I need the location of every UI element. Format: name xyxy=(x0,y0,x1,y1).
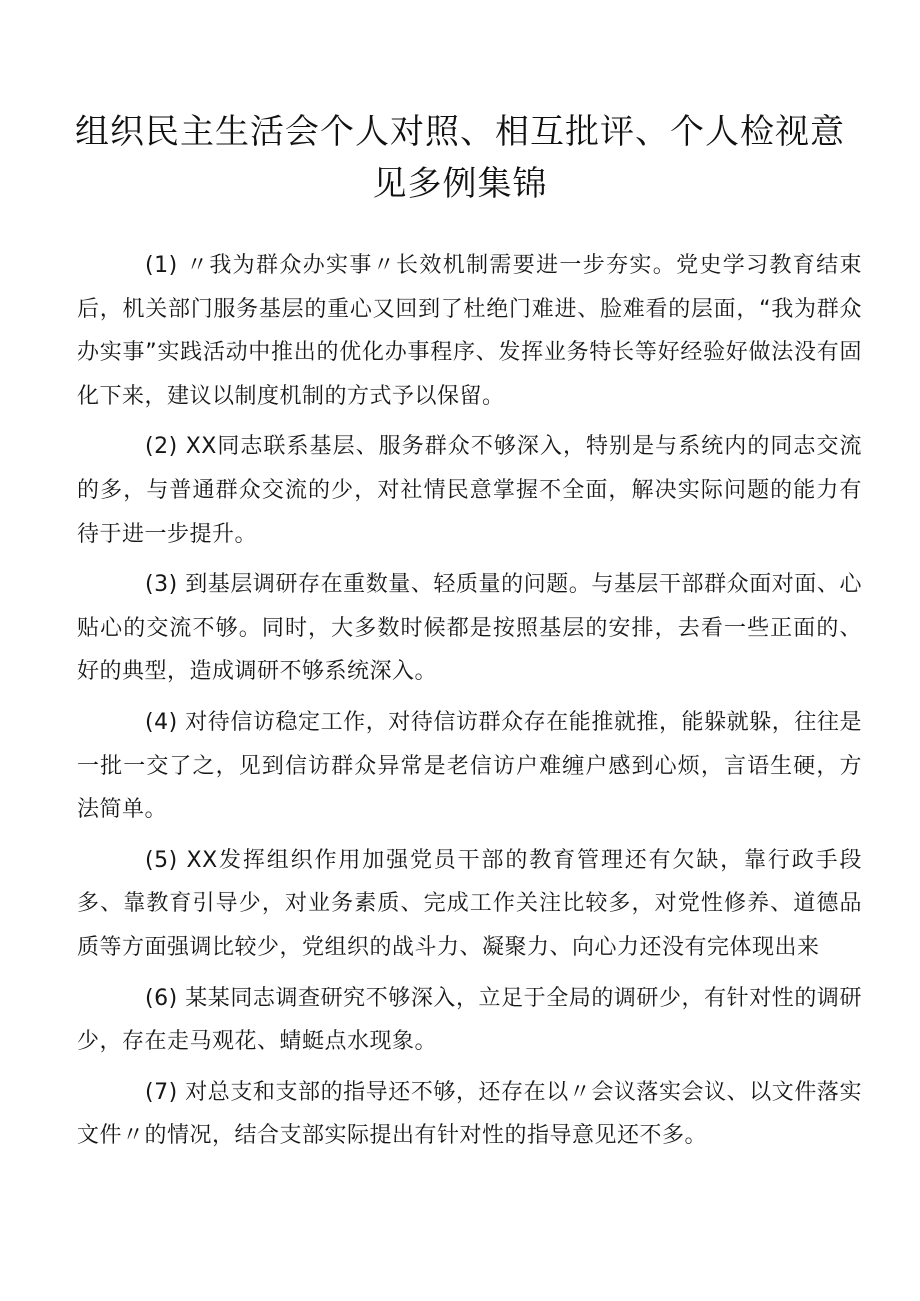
paragraph-2: (2) XX同志联系基层、服务群众不够深入，特别是与系统内的同志交流的多，与普通群众交流的少，对社情民意掌握不全面，解决实际问题的能力有待于进一步提升。 xyxy=(77,434,862,547)
paragraph-4: (4) 对待信访稳定工作，对待信访群众存在能推就推，能躲就躲，往往是一批一交了之，见到信访群众异常是老信访户难缠户感到心烦，言语生硬，方法简单。 xyxy=(77,709,862,823)
document-body xyxy=(77,244,862,1165)
title-line-2: 见多例集锦 xyxy=(372,164,548,204)
paragraph-6: (6) 某某同志调查研究不够深入，立足于全局的调研少，有针对性的调研少，存在走马观花、蜻蜓点水现象。 xyxy=(77,985,862,1055)
paragraph-1: (1) 〃我为群众办实事〃长效机制需要进一步夯实。党史学习教育结束后，机关部门服务基层的重心又回到了杜绝门难进、脸难看的层面，“我为群众办实事”实践活动中推出的优化办事程序、发挥业务特长等好经验好做法没有固化下来，建议以制度机制的方式予以保留。 xyxy=(77,253,862,409)
paragraph-5: (5) XX发挥组织作用加强党员干部的教育管理还有欠缺，靠行政手段多、靠教育引导少，对业务素质、完成工作关注比较多，对党性修养、道德品质等方面强调比较少，党组织的战斗力、凝聚力、向心力还没有完体现出来 xyxy=(77,847,862,960)
title-line-1: 组织民主生活会个人对照、相互批评、个人检视意 xyxy=(75,112,845,152)
paragraph-3: (3) 到基层调研存在重数量、轻质量的问题。与基层干部群众面对面、心贴心的交流不够。同时，大多数时候都是按照基层的安排，去看一些正面的、好的典型，造成调研不够系统深入。 xyxy=(77,572,862,685)
document-title xyxy=(70,106,850,210)
paragraph-7: (7) 对总支和支部的指导还不够，还存在以〃会议落实会议、以文件落实文件〃的情况，结合支部实际提出有针对性的指导意见还不多。 xyxy=(77,1079,862,1149)
